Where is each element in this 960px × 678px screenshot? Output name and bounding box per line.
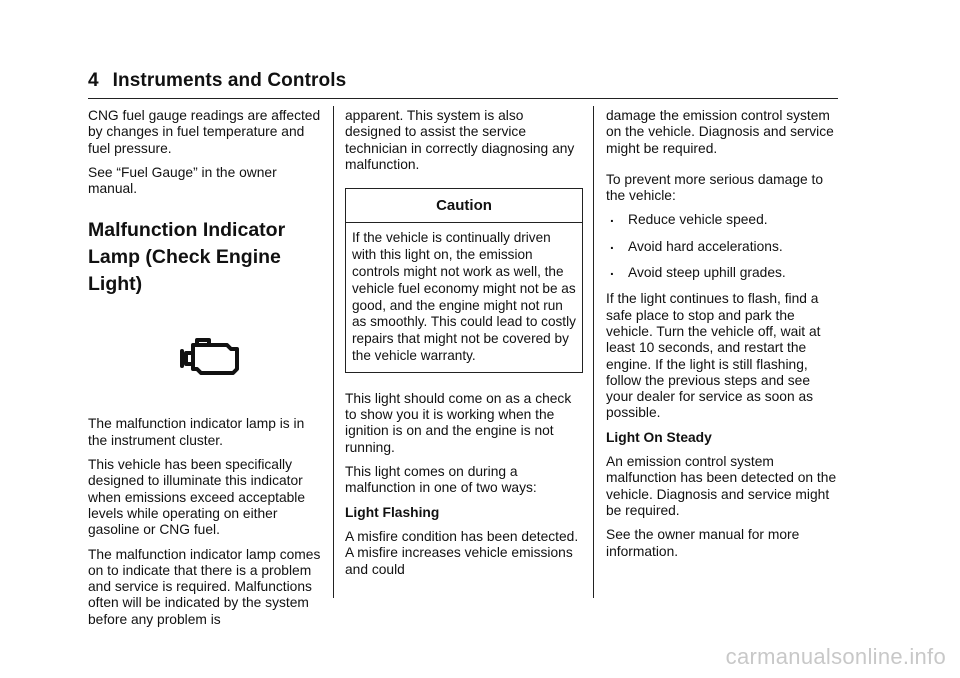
column-2: [345, 108, 583, 586]
paragraph: This light should come on as a check to show you it is working when the ignition is on and the engine is not running.: [345, 390, 572, 455]
watermark: carmanualsonline.info: [725, 644, 946, 669]
paragraph: This light comes on during a malfunction in one of two ways:: [345, 464, 537, 496]
paragraph: A misfire condition has been detected. A misfire increases vehicle emissions and could: [345, 528, 579, 577]
paragraph: The malfunction indicator lamp comes on to indicate that there is a problem and service is required. Malfunctions often will be indicated by the system before any problem is: [88, 546, 321, 627]
paragraph: See “Fuel Gauge” in the owner manual.: [88, 164, 277, 197]
header-rule: [88, 98, 838, 99]
column-divider-1: [333, 106, 334, 598]
section-title: Malfunction Indicator Lamp (Check Engine Light): [88, 219, 286, 296]
paragraph: CNG fuel gauge readings are affected by changes in fuel temperature and fuel pressure.: [88, 108, 321, 156]
caution-body: If the vehicle is continually driven with this light on, the emission controls might not work as well, the vehicle fuel economy might not be as good, and the engine might not run as smoothly. This could lead to costly repairs that might not be covered by the vehicle warranty.: [352, 230, 576, 364]
check-engine-icon: [179, 335, 243, 379]
column-1: [88, 108, 324, 636]
paragraph: If the light continues to flash, find a safe place to stop and park the vehicle. Turn the vehicle off, wait at least 10 seconds, and restart the engine. If the light is still flashing, follow the previous steps and see your dealer for service as soon as possible.: [606, 291, 821, 421]
subheading: Light Flashing: [345, 504, 440, 520]
paragraph: This vehicle has been specifically designed to illuminate this indicator when emissions exceed acceptable levels while operating on either gasoline or CNG fuel.: [88, 457, 306, 538]
column-3: [606, 108, 838, 568]
caution-box: [345, 188, 583, 373]
caution-title: Caution: [346, 189, 582, 223]
subheading: Light On Steady: [606, 429, 712, 445]
list-item: . Reduce vehicle speed.: [606, 212, 838, 228]
page-number: 4: [88, 70, 99, 91]
list-item: . Avoid hard accelerations.: [606, 239, 838, 255]
paragraph: The malfunction indicator lamp is in the instrument cluster.: [88, 416, 305, 448]
paragraph: See the owner manual for more information.: [606, 527, 800, 559]
column-divider-2: [593, 106, 594, 598]
list-item: . Avoid steep uphill grades.: [606, 265, 838, 281]
paragraph: apparent. This system is also designed to assist the service technician in correctly diagnosing any malfunction.: [345, 108, 575, 172]
paragraph: An emission control system malfunction has been detected on the vehicle. Diagnosis and service might be required.: [606, 454, 837, 518]
bullet-list: [606, 212, 838, 281]
paragraph: To prevent more serious damage to the vehicle:: [606, 171, 824, 204]
paragraph: damage the emission control system on the vehicle. Diagnosis and service might be required.: [606, 108, 834, 156]
page-header: [88, 70, 838, 92]
chapter-title: Instruments and Controls: [112, 70, 347, 91]
icon-container: [98, 298, 324, 416]
